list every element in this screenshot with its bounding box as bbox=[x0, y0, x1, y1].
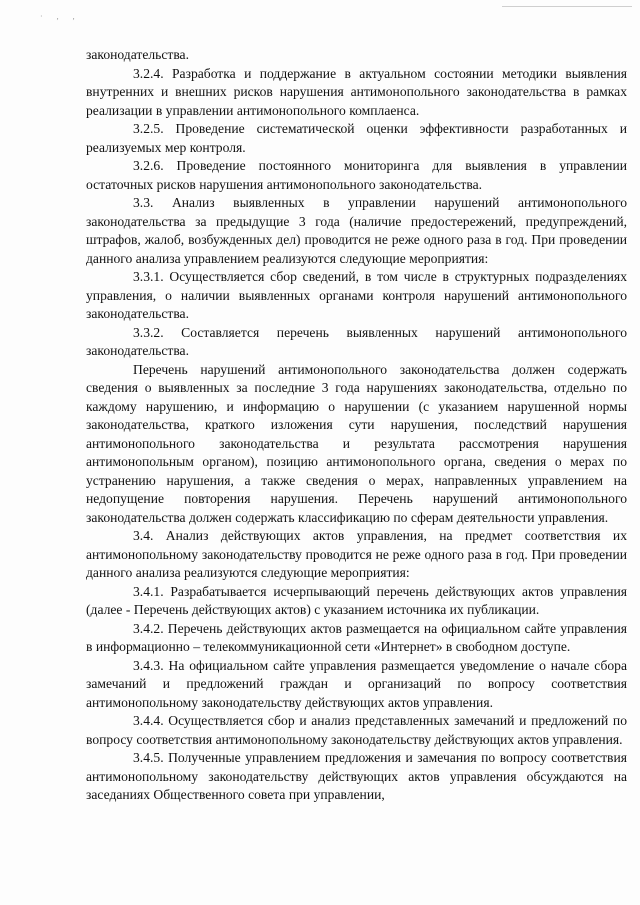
paragraph-continuation: законодательства. bbox=[86, 47, 189, 62]
paragraph-3-4-1: 3.4.1. Разрабатывается исчерпывающий перечень действующих актов управления (далее - Перечень действующих актов) с указанием источника их публикации. bbox=[86, 583, 627, 617]
document-body bbox=[86, 46, 627, 805]
paragraph-3-4-3: 3.4.3. На официальном сайте управления размещается уведомление о начале сбора замечаний и предложений граждан и организаций по вопросу соответствия антимонопольному законодательству действующих актов управления. bbox=[86, 657, 627, 710]
paragraph-3-2-6: 3.2.6. Проведение постоянного мониторинга для выявления в управлении остаточных рисков нарушения антимонопольного законодательства. bbox=[86, 158, 627, 192]
paragraph-3-3-2: 3.3.2. Составляется перечень выявленных нарушений антимонопольного законодательства. bbox=[86, 324, 627, 358]
paragraph-3-2-4: 3.2.4. Разработка и поддержание в актуальном состоянии методики выявления внутренних и внешних рисков нарушения антимонопольного законодательства в рамках реализации в управлении антимонопольного комплаенса. bbox=[86, 65, 627, 118]
paragraph-3-4-2: 3.4.2. Перечень действующих актов размещается на официальном сайте управления в информационно – телекоммуникационной сети «Интернет» в свободном доступе. bbox=[86, 620, 627, 654]
paragraph-3-4: 3.4. Анализ действующих актов управления, на предмет соответствия их антимонопольному законодательству проводится не реже одного раза в год. При проведении данного анализа реализуются следующие мероприятия: bbox=[86, 528, 627, 580]
paragraph-3-2-5: 3.2.5. Проведение систематической оценки эффективности разработанных и реализуемых мер контроля. bbox=[86, 121, 627, 155]
paragraph-3-4-4: 3.4.4. Осуществляется сбор и анализ представленных замечаний и предложений по вопросу соответствия антимонопольному законодательству действующих актов управления. bbox=[86, 713, 627, 747]
paragraph-3-4-5: 3.4.5. Полученные управлением предложения и замечания по вопросу соответствия антимонопольному законодательству действующих актов управления обсуждаются на заседаниях Общественного совета при управлении, bbox=[86, 750, 627, 802]
paragraph-3-3-1: 3.3.1. Осуществляется сбор сведений, в том числе в структурных подразделениях управления, о наличии выявленных органами контроля нарушений антимонопольного законодательства. bbox=[86, 269, 627, 321]
scan-specks: · , , bbox=[40, 12, 81, 21]
scan-edge-line bbox=[502, 6, 632, 7]
paragraph-violations-list: Перечень нарушений антимонопольного законодательства должен содержать сведения о выявленных за последние 3 года нарушениях законодательства, отдельно по каждому нарушению, и информацию о нарушении (с указанием нарушенной нормы законодательства, краткого изложения сути нарушения, последствий нарушения антимонопольного законодательства и результата рассмотрения нарушения антимонопольным органом), позицию антимонопольного органа, сведения о мерах по устранению нарушения, а также сведения о мерах, направленных управлением на недопущение повторения нарушения. Перечень нарушений антимонопольного законодательства должен содержать классификацию по сферам деятельности управления. bbox=[86, 361, 627, 525]
paragraph-3-3: 3.3. Анализ выявленных в управлении нарушений антимонопольного законодательства за предыдущие 3 года (наличие предостережений, предупреждений, штрафов, жалоб, возбужденных дел) проводится не реже одного раза в год. При проведении данного анализа управлением реализуются следующие мероприятия: bbox=[86, 195, 627, 266]
